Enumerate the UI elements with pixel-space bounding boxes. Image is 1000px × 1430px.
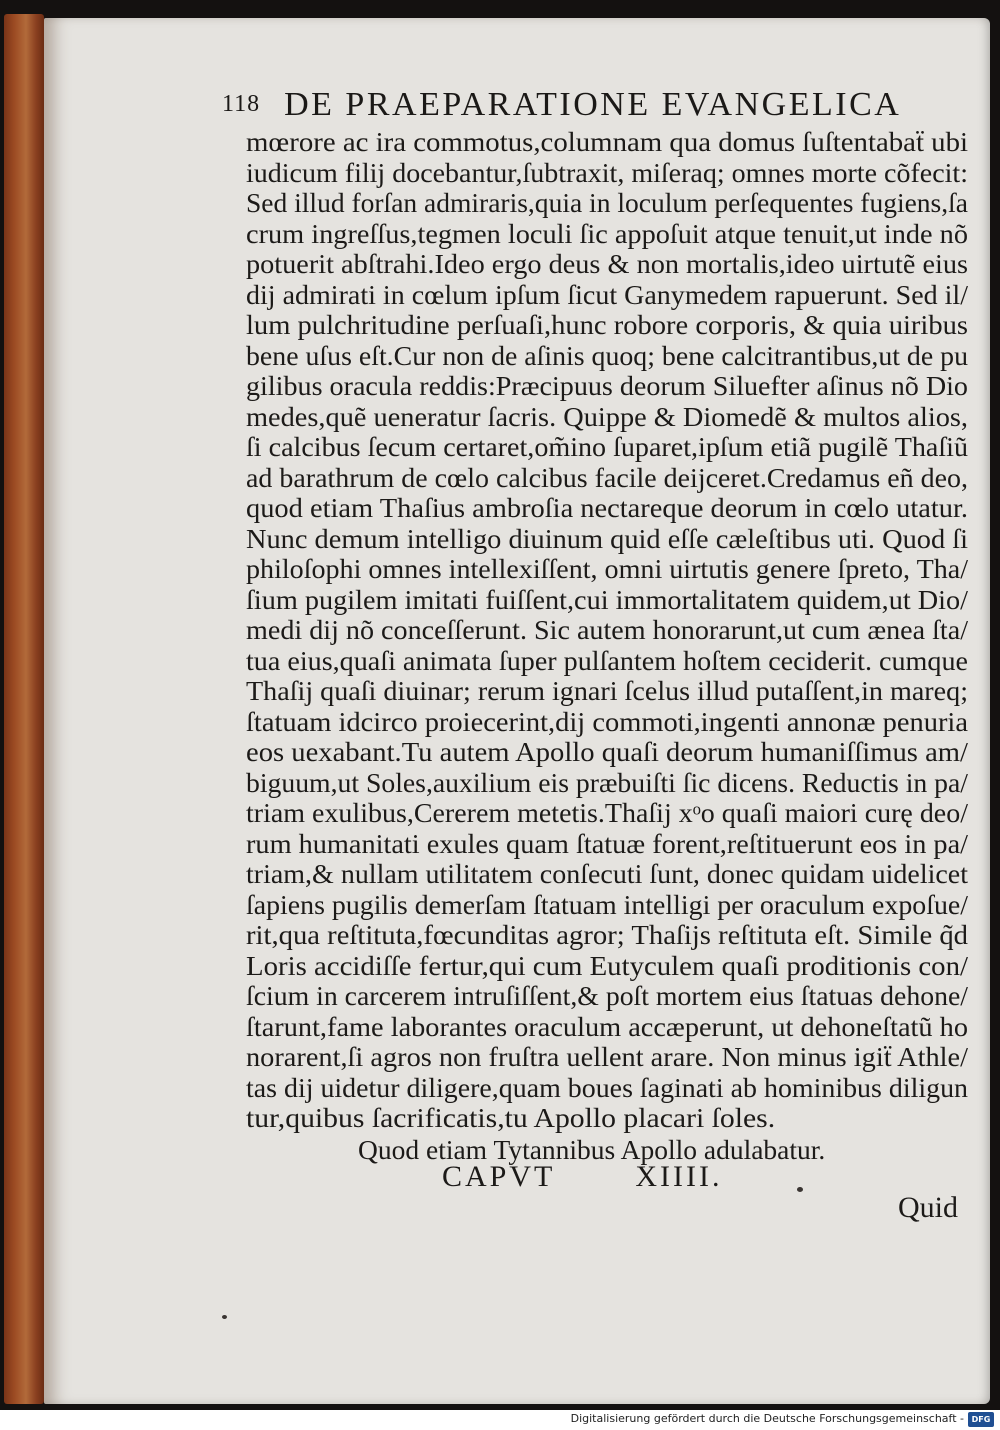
text-line: philoſophi omnes intellexiſſent, omni uirtutis genere ſpreto, Tha/	[246, 553, 968, 584]
text-line: potuerit abſtrahi.Ideo ergo deus & non mortalis,ideo uirtutẽ eius	[246, 248, 968, 279]
book-page-edges	[4, 14, 44, 1404]
running-head	[222, 82, 952, 126]
chapter-heading	[442, 1160, 762, 1194]
text-line: biguum,ut Soles,auxilium eis præbuiſti ſic dicens. Reductis in pa/	[246, 766, 968, 798]
text-line: Nunc demum intelligo diuinum quid eſſe cæleſtibus uti. Quod ſi	[246, 522, 968, 554]
dfg-logo-icon: DFG	[968, 1412, 994, 1427]
text-line: Loris accidiſſe fertur,qui cum Eutyculem quaſi proditionis con/	[246, 949, 968, 981]
text-line: eos uexabant.Tu autem Apollo quaſi deorum humaniſſimus am/	[246, 736, 968, 767]
ink-speck	[222, 1315, 227, 1319]
text-line: iudicum filij docebantur,ſubtraxit, miſeraq; omnes morte cõfecit:	[246, 156, 968, 188]
text-line: ſtarunt,fame laborantes oraculum accæperunt, ut dehoneſtatũ ho	[246, 1010, 968, 1042]
text-line: ſtatuam idcirco proiecerint,dij commoti,ingenti annonæ penuria	[246, 705, 968, 737]
text-line: tas dij uidetur diligere,quam boues ſaginati ab hominibus diligun	[246, 1071, 968, 1103]
chapter-subheading: Quod etiam Tytannibus Apollo adulabatur.	[358, 1134, 826, 1165]
text-line: ſi calcibus ſecum certaret,om̃ino ſuparet,ipſum etiã pugilẽ Thaſiũ	[246, 431, 969, 462]
text-line: ſcium in carcerem intruſiſſent,& poſt mortem eius ſtatuas dehone/	[246, 980, 969, 1011]
text-line: rit,qua reſtituta,fœcunditas agror; Thaſijs reſtituta eſt. Simile q̃d	[246, 919, 969, 950]
text-line: tur,quibus ſacrificatis,tu Apollo placari ſoles.	[246, 1102, 776, 1133]
text-line: rum humanitati exules quam ſtatuæ forent,reſtituerunt eos in pa/	[246, 827, 968, 859]
text-line: ad barathrum de cœlo calcibus facile deijceret.Credamus eñ deo,	[246, 461, 968, 493]
text-line: ſapiens pugilis demerſam ſtatuam intelligi per oraculum expoſue/	[246, 888, 968, 920]
text-line: Sed illud forſan admiraris,quia in loculum perſequentes fugiens,ſa	[246, 187, 968, 218]
ink-speck	[797, 1187, 803, 1192]
text-line: medes,quẽ ueneratur ſacris. Quippe & Diomedẽ & multos alios,	[246, 400, 968, 432]
text-line: triam,& nullam utilitatem conſecuti ſunt, donec quidam uidelicet	[246, 858, 968, 889]
page-number: 118	[222, 91, 261, 117]
text-line: crum ingreſſus,tegmen loculi ſic appoſuit atque tenuit,ut inde nõ	[246, 217, 968, 249]
chapter-number: XIIII.	[635, 1160, 723, 1193]
running-title: DE PRAEPARATIONE EVANGELICA	[284, 86, 902, 123]
text-line: medi dij nõ conceſſerunt. Sic autem honorarunt,ut cum ænea ſta/	[246, 614, 969, 645]
text-line: ſium pugilem imitati fuiſſent,cui immortalitatem quidem,ut Dio/	[246, 583, 969, 615]
text-line: quod etiam Thaſius ambroſia nectareque deorum in cœlo utatur.	[246, 492, 968, 523]
text-line: triam exulibus,Cererem metetis.Thaſij xᵒo quaſi maiori curę deo/	[246, 797, 968, 828]
text-line: tua eius,quaſi animata ſuper pulſantem hoſtem ceciderit. cumque	[246, 644, 968, 676]
funding-credit: Digitalisierung gefördert durch die Deutsche Forschungsgemeinschaft -	[570, 1412, 964, 1425]
footer-bar	[0, 1410, 1000, 1430]
chapter-label: CAPVT	[442, 1160, 555, 1193]
text-line: Thaſij quaſi diuinar; rerum ignari ſcelus illud putaſſent,in mareq;	[246, 675, 969, 706]
text-line: mœrore ac ira commotus,columnam qua domus ſuſtentabaẗ ubi	[246, 126, 968, 157]
text-line: dij admirati in cœlum ipſum ſicut Ganymedem rapuerunt. Sed il/	[246, 278, 968, 310]
text-line: norarent,ſi agros non fruſtra uellent arare. Non minus igiẗ Athle/	[246, 1041, 968, 1072]
text-line: lum pulchritudine perſuaſi,hunc robore corporis, & quia uiribus	[246, 309, 968, 340]
body-text	[246, 127, 968, 1134]
text-line: gilibus oracula reddis:Præcipuus deorum Siluefter aſinus nõ Dio	[246, 370, 968, 401]
catchword: Quid	[898, 1191, 958, 1224]
text-line: bene uſus eſt.Cur non de aſinis quoq; bene calcitrantibus,ut de pu	[246, 339, 968, 371]
